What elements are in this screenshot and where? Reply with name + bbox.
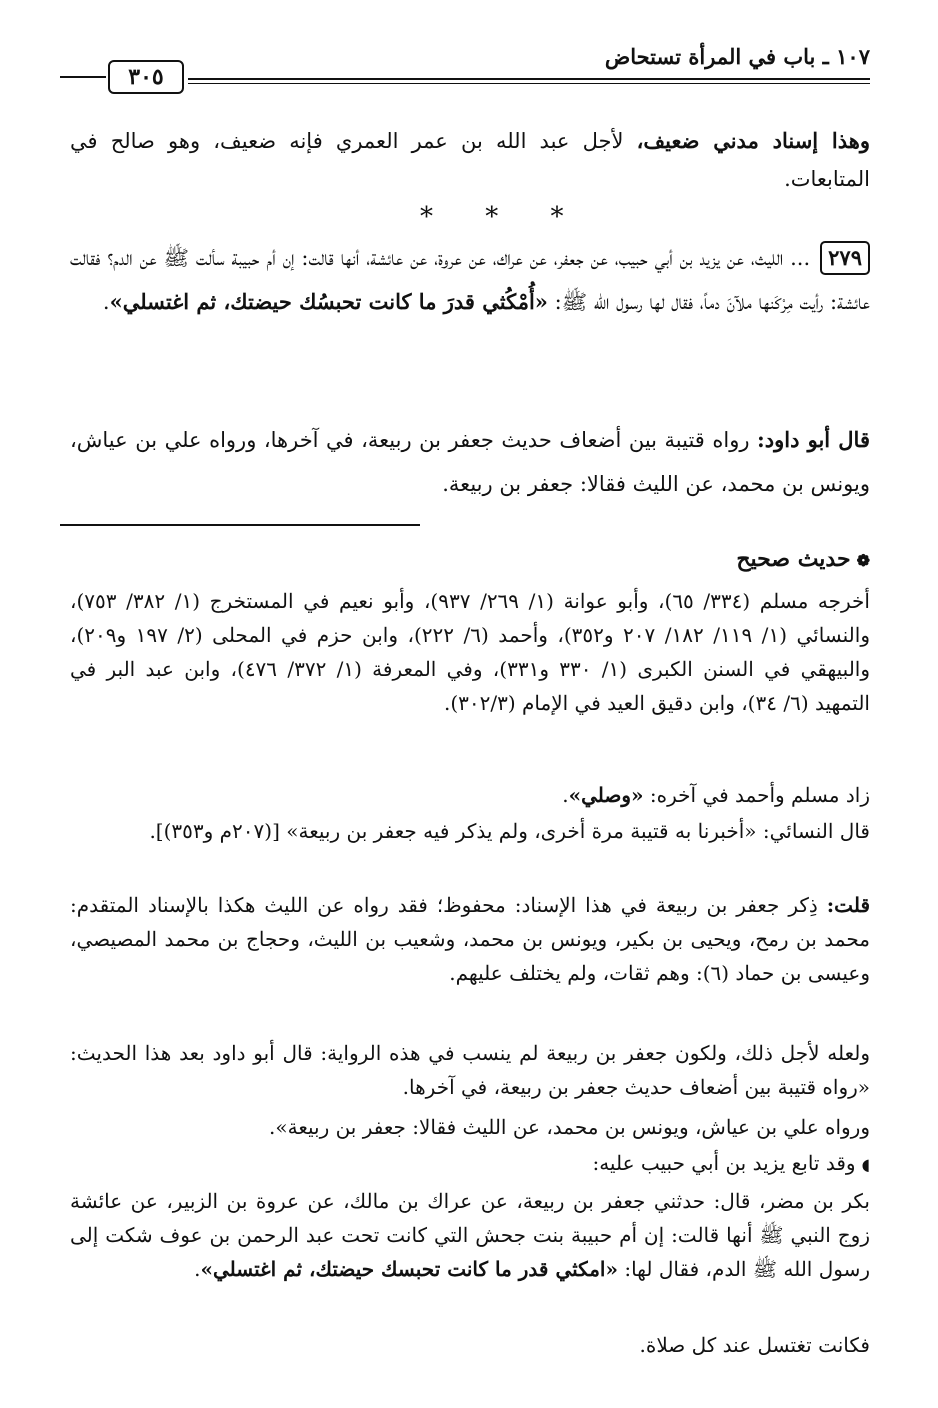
p2-bold: «وصلي»	[568, 783, 644, 807]
header-rule-left	[60, 76, 106, 78]
final-line: فكانت تغتسل عند كل صلاة.	[639, 1333, 870, 1357]
p2-end: .	[562, 783, 569, 807]
page-number: ٣٠٥	[108, 60, 184, 94]
p4-bold: قلت:	[826, 893, 870, 917]
mutabaa-line	[70, 1146, 870, 1182]
top-rest: لأجل عبد الله بن عمر العمري فإنه ضعيف، وهو صالح في المتابعات.	[70, 129, 870, 191]
hadith-number: ٢٧٩	[820, 241, 870, 275]
grading-label: حديث صحيح	[736, 546, 851, 572]
top-paragraph	[70, 122, 870, 198]
abu-dawud-label: قال أبو داود:	[757, 427, 870, 452]
footnote-separator	[60, 524, 420, 526]
hadith-end: .	[102, 290, 110, 314]
ornament-icon: ❁	[856, 551, 870, 570]
stars-divider: * * *	[420, 202, 586, 232]
p7-text: وقد تابع يزيد بن أبي حبيب عليه:	[592, 1151, 856, 1175]
takhrij-paragraph: أخرجه مسلم (٣٣٤/ ٦٥)، وأبو عوانة (١/ ٢٦٩/ ٩٣٧)، وأبو نعيم في المستخرج (١/ ٣٨٢/ ٧٥٣)، والنسائي (١/ ١١٩/ ١٨٢/ ٢٠٧ و٣٥٢)، وأحمد (٦/ ٢٢٢)، وابن حزم في المحلى (٢/ ١٩٧ و٢٠٩)، والبيهقي في السنن الكبرى (١/ ٣٣٠ و٣٣١)، وفي المعرفة (١/ ٣٧٢/ ٤٧٦)، وابن عبد البر في التمهيد (٦/ ٣٤)، وابن دقيق العيد في الإمام (٣٠٢/٣).	[70, 589, 870, 715]
qultu-paragraph	[70, 888, 870, 990]
bakr-paragraph	[70, 1184, 870, 1286]
hadith-prophetic-words: «أُمْكُثي قدرَ ما كانت تحبسُك حيضتك، ثم اغتسلي»	[109, 289, 548, 314]
book-page	[60, 36, 870, 1386]
p4-rest: ذِكر جعفر بن ربيعة في هذا الإسناد: محفوظ؛ فقد رواه عن الليث هكذا بالإسناد المتقدم: محمد بن رمح، ويحيى بن بكير، ويونس بن محمد، وشعيب بن الليث، وحجاج بن محمد المصيصي، وعيسى بن حماد (٦): وهم ثقات، ولم يختلف عليهم.	[70, 893, 870, 985]
circle-bullet-icon: ◖	[861, 1155, 870, 1174]
abu-dawud-note	[70, 418, 870, 506]
running-head: ١٠٧ ـ باب في المرأة تستحاض	[604, 44, 870, 69]
abu-dawud-rest: رواه قتيبة بين أضعاف حديث جعفر بن ربيعة، في آخرها، ورواه علي بن عياش، ويونس بن محمد، عن الليث فقالا: جعفر بن ربيعة.	[70, 428, 870, 496]
muslim-addition	[70, 778, 870, 812]
p2-plain: زاد مسلم وأحمد في آخره:	[643, 783, 870, 807]
top-bold: وهذا إسناد مدني ضعيف،	[636, 128, 870, 153]
grading-title	[736, 546, 870, 572]
p8-bold: «امكثي قدر ما كانت تحبسك حيضتك، ثم اغتسلي»	[200, 1257, 618, 1281]
header-rule-right-2	[188, 83, 870, 84]
riwaya-line: ورواه علي بن عياش، ويونس بن محمد، عن الليث فقالا: جعفر بن ربيعة».	[269, 1115, 870, 1139]
reason-paragraph: ولعله لأجل ذلك، ولكون جعفر بن ربيعة لم ينسب في هذه الرواية: قال أبو داود بعد هذا الحديث: «رواه قتيبة بين أضعاف حديث جعفر بن ربيعة، في آخرها.	[70, 1041, 870, 1099]
hadith-text	[70, 236, 870, 324]
p8-plain: بكر بن مضر، قال: حدثني جعفر بن ربيعة، عن عراك بن مالك، عن عروة بن الزبير، عن عائشة زوج النبي ﷺ أنها قالت: إن أم حبيبة بنت جحش التي كانت تحت عبد الرحمن بن عوف شكت إلى رسول الله ﷺ الدم، فقال لها:	[70, 1189, 870, 1281]
nasai-note: قال النسائي: «أخبرنا به قتيبة مرة أخرى، ولم يذكر فيه جعفر بن ربيعة» [(٢٠٧م و٣٥٣)].	[149, 819, 870, 843]
hadith-plain: ... الليث، عن يزيد بن أبي حبيب، عن جعفر، عن عراك، عن عروة، عن عائشة، أنها قالت: إن أم حبيبة سألت ﷺ عن الدم؟ فقالت عائشة: رأيت مِرْكَنها ملآنَ دماً، فقال لها رسول الله ﷺ:	[70, 246, 870, 314]
p8-end: .	[194, 1257, 201, 1281]
header-rule-right	[188, 78, 870, 80]
